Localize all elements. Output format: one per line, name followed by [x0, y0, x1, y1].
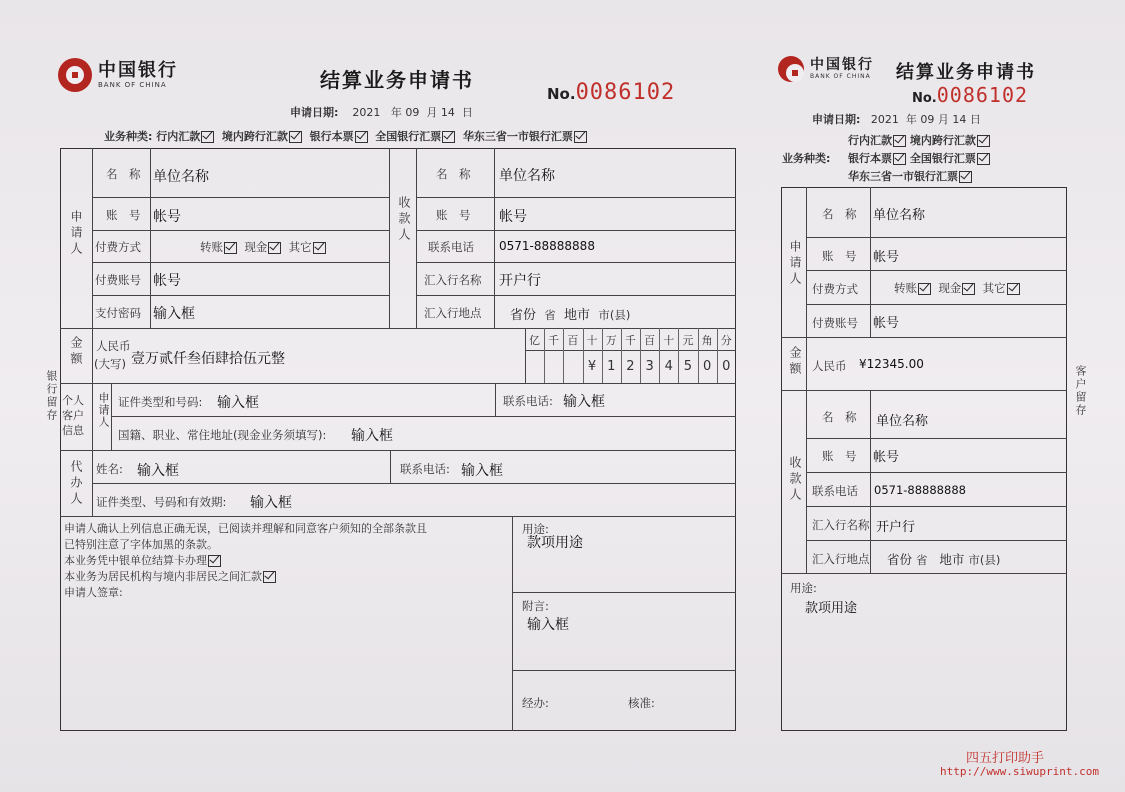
agent-id-label: 证件类型、号码和有效期: [96, 495, 227, 509]
stub-amount-field[interactable]: ¥12345.00 [859, 357, 924, 371]
stub-pay-checkbox[interactable] [918, 283, 931, 295]
amount-digit-cell[interactable]: 1 [607, 359, 616, 374]
handler-label: 经办: [522, 696, 549, 710]
stub-purpose-label: 用途: [790, 581, 817, 595]
watermark-name: 四五打印助手 [966, 751, 1045, 766]
amount-unit-label: 千 [624, 334, 636, 347]
payee-name-label: 名 称 [436, 167, 471, 181]
pay-account-label: 付费账号 [95, 273, 141, 287]
form-title: 结算业务申请书 [320, 68, 474, 92]
agent-section-label: 代办人 [69, 460, 83, 508]
amount-section-label: 金额 [69, 336, 83, 368]
agent-phone-field[interactable]: 输入框 [461, 463, 503, 479]
business-type-checkbox[interactable] [201, 131, 214, 143]
stub-applicant-account-label: 账 号 [822, 249, 857, 263]
stub-payee-bank-label: 汇入行名称 [812, 518, 870, 532]
amount-unit-label: 元 [682, 334, 694, 347]
amount-unit-label: 十 [586, 334, 598, 347]
stub-business-checkbox[interactable] [959, 171, 972, 183]
city-field[interactable]: 地市 [564, 308, 591, 323]
stub-business-checkbox[interactable] [977, 153, 990, 165]
pay-other-checkbox[interactable] [313, 242, 326, 254]
stub-payee-phone-field[interactable]: 0571-88888888 [874, 483, 966, 497]
bank-of-china-logo-icon [58, 58, 92, 92]
personal-phone-label: 联系电话: [503, 394, 553, 408]
stub-serial-number: No.0086102 [912, 83, 1029, 107]
applicant-account-label: 账 号 [106, 208, 141, 222]
amount-digit-cell[interactable]: ¥ [587, 359, 597, 374]
postscript-field[interactable]: 输入框 [527, 617, 569, 633]
stub-rmb-label: 人民币 [812, 359, 847, 373]
date-month[interactable]: 09 [405, 106, 420, 119]
stub-business-checkbox[interactable] [893, 153, 906, 165]
stub-purpose-field[interactable]: 款项用途 [805, 601, 858, 616]
stub-city-field[interactable]: 地市 [939, 552, 965, 567]
stub-payee-name-field[interactable]: 单位名称 [876, 414, 929, 429]
business-type-checkbox[interactable] [574, 131, 587, 143]
stub-applicant-label: 申请人 [788, 240, 802, 288]
personal-address-label: 国籍、职业、常住地址(现金业务须填写): [118, 428, 327, 442]
stub-pay-method-label: 付费方式 [812, 282, 858, 296]
applicant-name-field[interactable]: 单位名称 [153, 169, 209, 185]
payee-phone-label: 联系电话 [428, 240, 474, 254]
amount-unit-label: 角 [701, 334, 713, 347]
stub-business-checkbox[interactable] [893, 135, 906, 147]
pay-method-label: 付费方式 [95, 240, 141, 254]
amount-unit-label: 十 [663, 334, 675, 347]
customer-copy-label: 客户留存 [1074, 365, 1087, 417]
watermark-url: http://www.siwuprint.com [940, 765, 1099, 778]
pay-password-field[interactable]: 输入框 [153, 306, 195, 322]
amount-digit-cell[interactable]: 0 [722, 359, 731, 374]
stub-business-checkbox[interactable] [977, 135, 990, 147]
stub-payee-phone-label: 联系电话 [812, 484, 858, 498]
agent-id-field[interactable]: 输入框 [250, 495, 292, 511]
approve-label: 核准: [628, 696, 655, 710]
business-type-row: 业务种类: 行内汇款 境内跨行汇款 银行本票 全国银行汇票 华东三省一市银行汇票 [104, 128, 587, 144]
applicant-account-field[interactable]: 帐号 [153, 209, 181, 225]
bank-name-en: BANK OF CHINA [98, 80, 167, 89]
pay-password-label: 支付密码 [95, 306, 141, 320]
personal-applicant-label: 申请人 [97, 392, 110, 428]
amount-digit-cell[interactable]: 0 [702, 359, 712, 374]
pay-transfer-checkbox[interactable] [224, 242, 237, 254]
personal-address-field[interactable]: 输入框 [351, 428, 393, 444]
stub-business-types: 行内汇款 境内跨行汇款 银行本票 全国银行汇票 华东三省一市银行汇票 [848, 132, 990, 186]
upper-case-label: (大写) [94, 357, 126, 371]
stub-pay-checkbox[interactable] [1007, 283, 1020, 295]
payee-bank-label: 汇入行名称 [424, 273, 482, 287]
declaration-text: 申请人确认上列信息正确无误，已阅读并理解和同意客户须知的全部条款且 已特别注意了字体加黑的条款。 本业务凭中银单位结算卡办理 本业务为居民机构与境内非居民之间汇款 申请人签章: [64, 522, 427, 599]
stub-payee-location-field: 省份 省 地市 市(县) [887, 552, 1001, 567]
business-type-checkbox[interactable] [442, 131, 455, 143]
postscript-label: 附言: [522, 599, 549, 613]
payee-location-field: 省份 省 地市 市(县) [510, 308, 631, 323]
payee-name-field[interactable]: 单位名称 [499, 168, 555, 184]
amount-unit-label: 百 [567, 334, 579, 347]
agent-name-label: 姓名: [96, 462, 123, 476]
applicant-section-label: 申请人 [69, 210, 83, 258]
purpose-field[interactable]: 款项用途 [527, 535, 583, 551]
amount-upper-field[interactable]: 壹万贰仟叁佰肆拾伍元整 [131, 351, 285, 367]
amount-unit-label: 千 [548, 334, 560, 347]
amount-digit-cell[interactable]: 2 [626, 359, 635, 374]
payee-account-label: 账 号 [436, 208, 471, 222]
applicant-name-label: 名 称 [106, 167, 141, 181]
stub-pay-account-label: 付费账号 [812, 316, 858, 330]
settlement-card-checkbox[interactable] [208, 555, 221, 567]
stub-bank-of-china-logo-icon [778, 56, 804, 82]
amount-digit-cell[interactable]: 3 [645, 359, 654, 374]
stub-payee-label: 收款人 [788, 456, 802, 504]
stub-applicant-name-field[interactable]: 单位名称 [873, 208, 926, 223]
date-year[interactable]: 2021 [352, 106, 381, 119]
non-resident-checkbox[interactable] [263, 571, 276, 583]
amount-unit-label: 分 [720, 334, 732, 347]
stub-applicant-name-label: 名 称 [822, 207, 857, 221]
payee-section-label: 收款人 [397, 196, 411, 244]
stub-payee-bank-field[interactable]: 开户行 [876, 520, 916, 535]
stub-province-field[interactable]: 省份 [887, 552, 913, 567]
serial-number: No.0086102 [547, 80, 676, 105]
pay-cash-checkbox[interactable] [268, 242, 281, 254]
personal-id-field[interactable]: 输入框 [217, 395, 259, 411]
payee-location-label: 汇入行地点 [424, 306, 482, 320]
stub-business-label: 业务种类: [782, 152, 831, 165]
pay-account-field[interactable]: 帐号 [153, 273, 181, 289]
agent-phone-label: 联系电话: [400, 462, 450, 476]
amount-digit-cell[interactable]: 5 [683, 359, 693, 374]
stub-bank-logo: 中国银行 BANK OF CHINA [778, 56, 874, 82]
purpose-label: 用途: [522, 522, 549, 536]
province-field[interactable]: 省份 [510, 308, 537, 323]
business-type-checkbox[interactable] [355, 131, 368, 143]
payee-bank-field[interactable]: 开户行 [499, 273, 541, 289]
stub-application-date: 申请日期: 2021 年 09 月 14 日 [812, 113, 981, 126]
personal-phone-field[interactable]: 输入框 [563, 394, 605, 410]
stub-payee-account-field[interactable]: 帐号 [873, 450, 900, 465]
payee-phone-field[interactable]: 0571-88888888 [499, 239, 595, 253]
pay-method-options: 转账 现金 其它 [200, 239, 326, 255]
rmb-label: 人民币 [96, 339, 131, 353]
business-type-checkbox[interactable] [289, 131, 302, 143]
bank-copy-label: 银行留存 [45, 370, 58, 422]
stub-applicant-account-field[interactable]: 帐号 [873, 250, 900, 265]
amount-digit-cell[interactable]: 4 [664, 359, 673, 374]
agent-name-field[interactable]: 输入框 [137, 463, 179, 479]
stub-title: 结算业务申请书 [896, 62, 1036, 83]
stub-pay-account-field[interactable]: 帐号 [873, 316, 900, 331]
date-day[interactable]: 14 [440, 106, 455, 119]
stub-amount-label: 金额 [788, 346, 802, 378]
signature-label: 申请人签章: [64, 586, 123, 599]
payee-account-field[interactable]: 帐号 [499, 209, 527, 225]
stub-payee-location-label: 汇入行地点 [812, 552, 870, 566]
stub-pay-checkbox[interactable] [962, 283, 975, 295]
stub-pay-method-options: 转账 现金 其它 [894, 280, 1020, 296]
amount-unit-label: 亿 [529, 334, 540, 347]
personal-id-label: 证件类型和号码: [118, 395, 203, 409]
bank-name-cn: 中国银行 [98, 59, 178, 81]
amount-unit-label: 万 [605, 334, 617, 347]
stub-payee-account-label: 账 号 [822, 449, 857, 463]
personal-section-label: 个人客户信息 [62, 394, 84, 437]
bank-logo [58, 58, 178, 92]
amount-unit-label: 百 [644, 334, 656, 347]
application-date: 申请日期: 2021 年 09 月 14 日 [290, 106, 473, 119]
stub-payee-name-label: 名 称 [822, 410, 857, 424]
